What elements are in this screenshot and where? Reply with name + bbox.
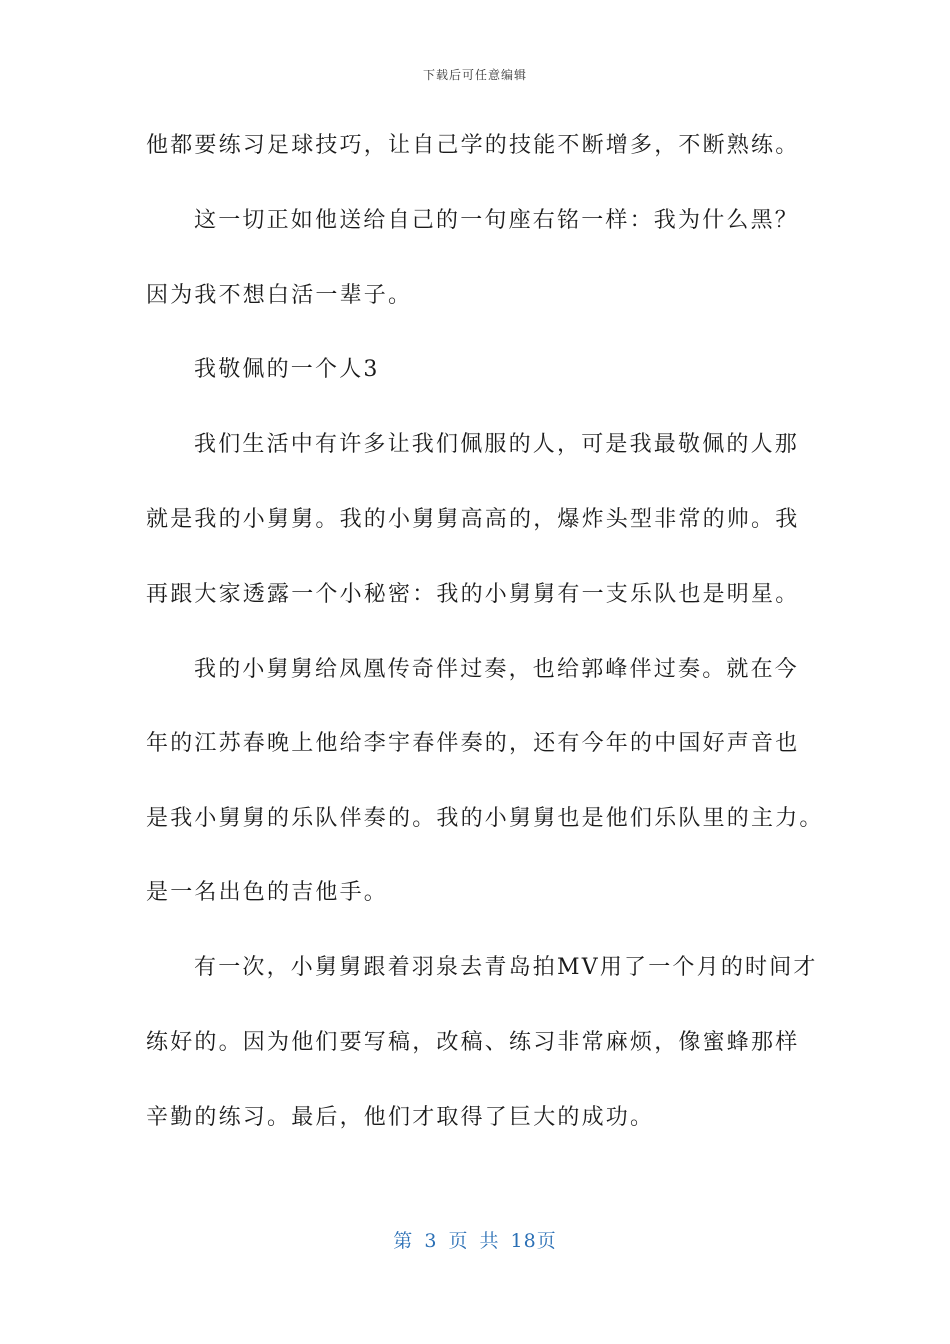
text-line: 我们生活中有许多让我们佩服的人，可是我最敬佩的人那 xyxy=(194,432,800,457)
text-line: 是一名出色的吉他手。 xyxy=(146,880,389,905)
section-heading: 我敬佩的一个人3 xyxy=(194,357,380,382)
text-line: 是我小舅舅的乐队伴奏的。我的小舅舅也是他们乐队里的主力。 xyxy=(146,806,824,831)
text-line: 年的江苏春晚上他给李宇春伴奏的，还有今年的中国好声音也 xyxy=(146,731,800,756)
text-line: 练好的。因为他们要写稿，改稿、练习非常麻烦，像蜜蜂那样 xyxy=(146,1030,800,1055)
text-line: 辛勤的练习。最后，他们才取得了巨大的成功。 xyxy=(146,1105,655,1130)
page-number-footer: 第 3 页 共 18页 xyxy=(393,1230,557,1252)
text-line: 我的小舅舅给凤凰传奇伴过奏，也给郭峰伴过奏。就在今 xyxy=(194,657,800,682)
text-line: 再跟大家透露一个小秘密：我的小舅舅有一支乐队也是明星。 xyxy=(146,582,800,607)
text-line: 有一次，小舅舅跟着羽泉去青岛拍MV用了一个月的时间才 xyxy=(194,955,818,980)
text-line: 他都要练习足球技巧，让自己学的技能不断增多，不断熟练。 xyxy=(146,133,800,158)
text-line: 因为我不想白活一辈子。 xyxy=(146,283,413,308)
text-line: 这一切正如他送给自己的一句座右铭一样：我为什么黑？ xyxy=(194,208,800,233)
page-header: 下载后可任意编辑 xyxy=(422,68,527,82)
text-line: 就是我的小舅舅。我的小舅舅高高的，爆炸头型非常的帅。我 xyxy=(146,507,800,532)
